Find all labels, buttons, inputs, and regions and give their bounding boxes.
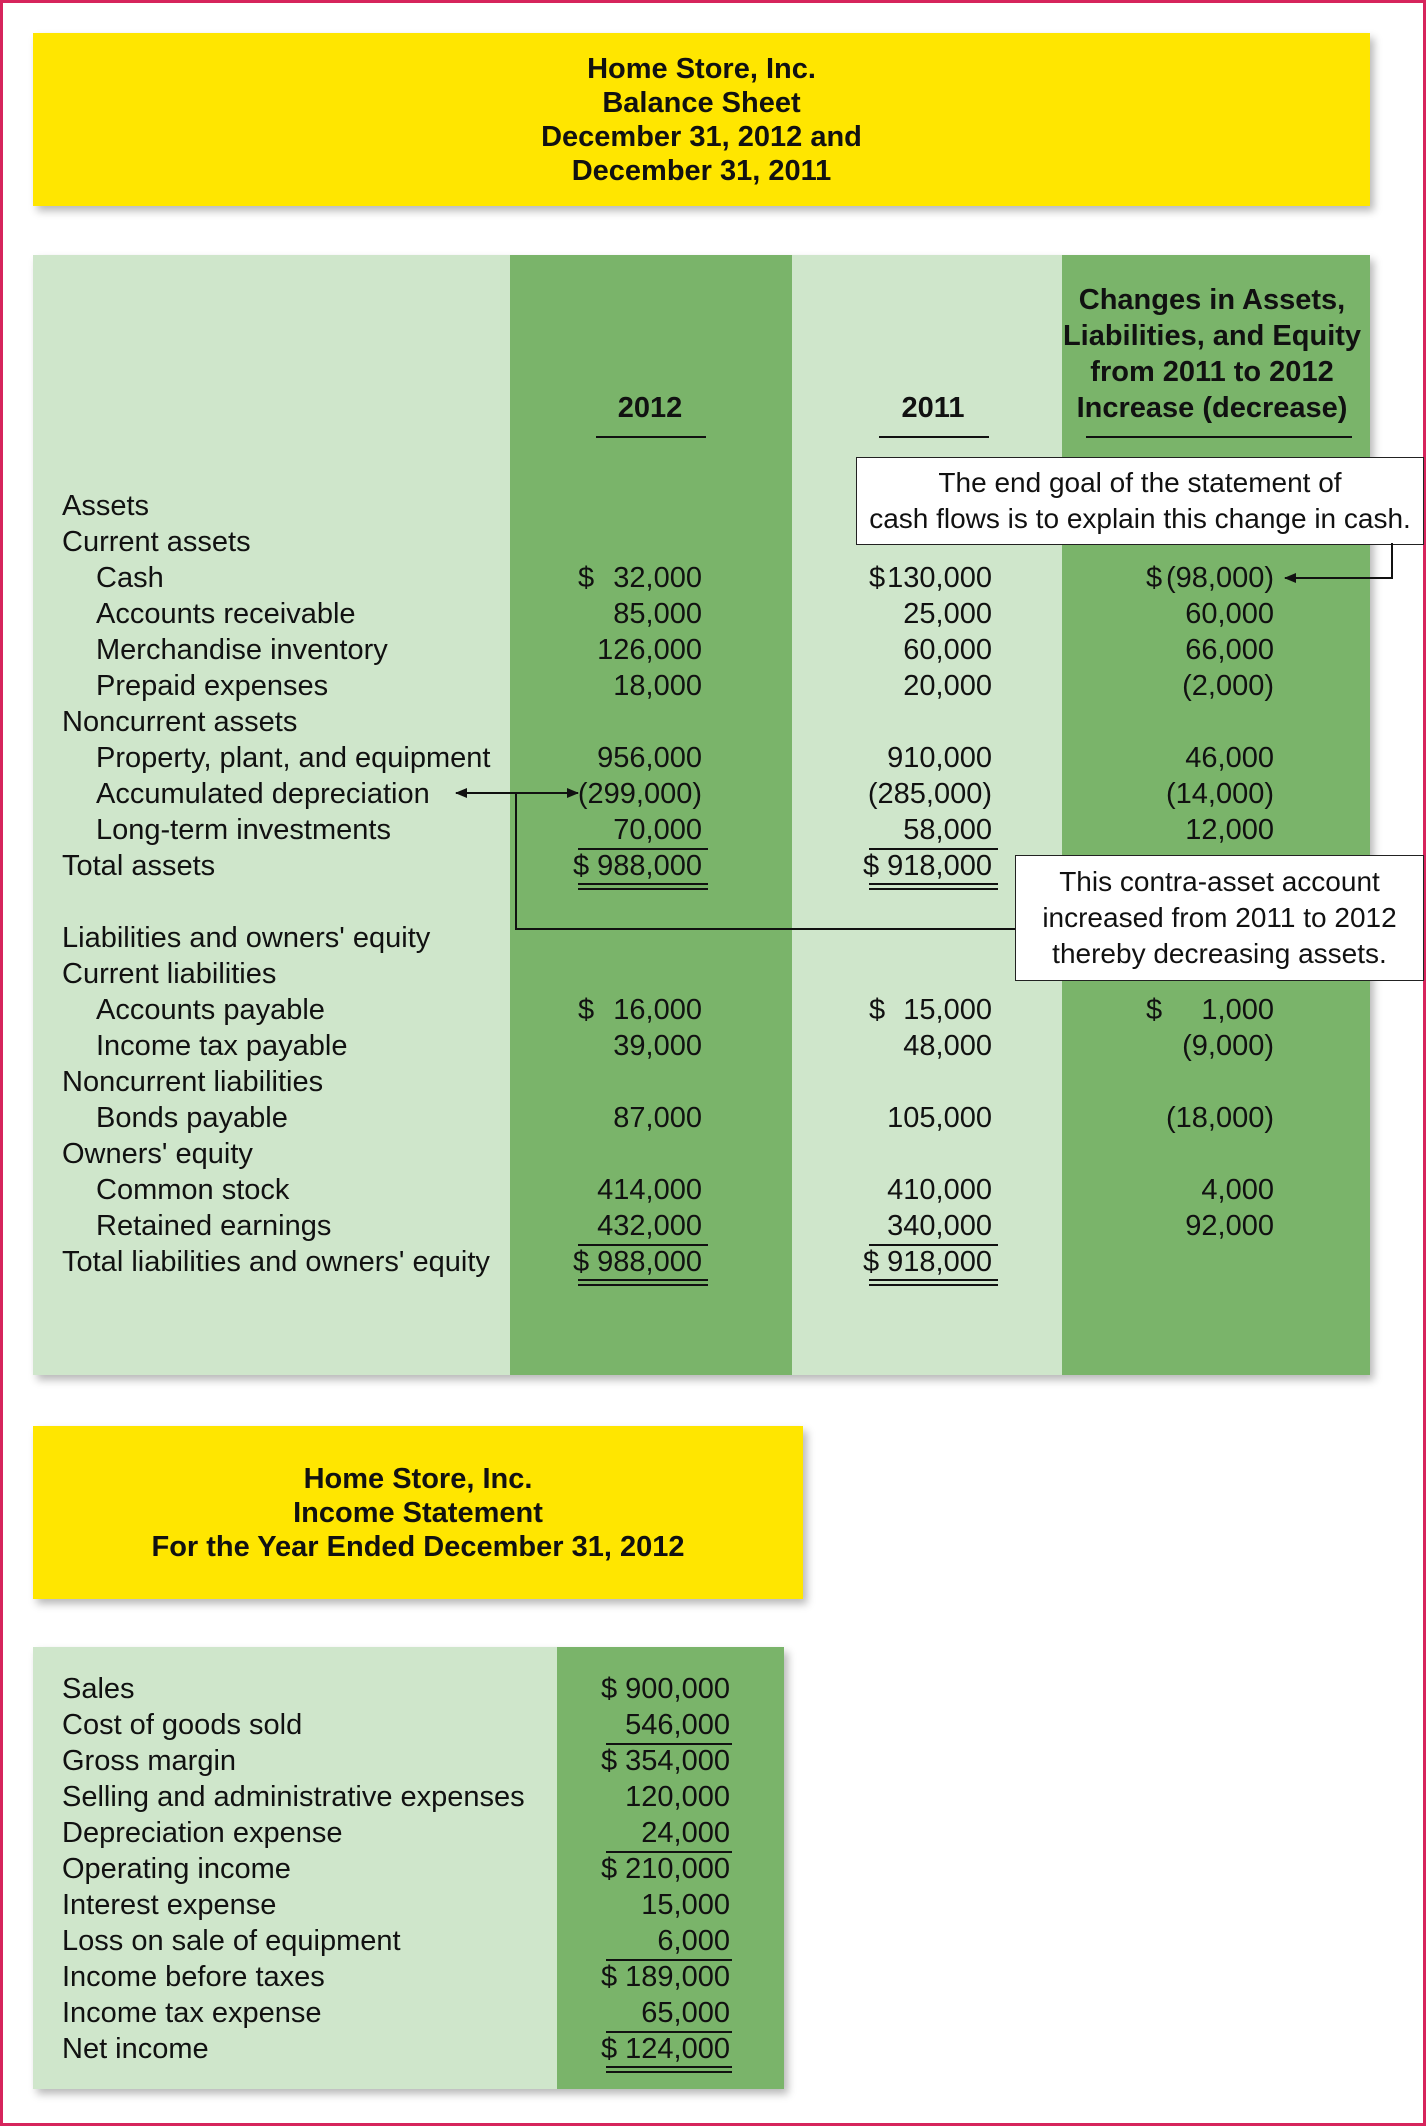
row-label: Long-term investments bbox=[96, 814, 391, 846]
value-2011: 410,000 bbox=[887, 1174, 992, 1206]
is-row-label: Loss on sale of equipment bbox=[62, 1925, 401, 1957]
row-label: Current liabilities bbox=[62, 958, 277, 990]
balance-sheet-company: Home Store, Inc. bbox=[587, 52, 816, 85]
value-change: 66,000 bbox=[1185, 634, 1274, 666]
is-row-value: 24,000 bbox=[641, 1817, 730, 1849]
value-2012: 70,000 bbox=[613, 814, 702, 846]
balance-sheet-title: Balance Sheet bbox=[602, 86, 801, 119]
is-row-value: $ 900,000 bbox=[600, 1673, 730, 1705]
value-2011: 25,000 bbox=[903, 598, 992, 630]
value-2011: 60,000 bbox=[903, 634, 992, 666]
is-row-label: Gross margin bbox=[62, 1745, 237, 1777]
value-2012: $ 988,000 bbox=[572, 850, 702, 882]
value-2012: 87,000 bbox=[613, 1102, 702, 1134]
is-row-label: Sales bbox=[62, 1673, 135, 1705]
value-change: (2,000) bbox=[1182, 670, 1274, 702]
is-row-label: Selling and administrative expenses bbox=[62, 1781, 525, 1813]
is-row-label: Income before taxes bbox=[62, 1961, 325, 1993]
value-change: (18,000) bbox=[1165, 1102, 1274, 1134]
value-2011: 15,000 bbox=[903, 994, 992, 1026]
is-row-value: 6,000 bbox=[657, 1925, 730, 1957]
value-2012: 85,000 bbox=[613, 598, 702, 630]
value-2012: 18,000 bbox=[613, 670, 702, 702]
row-label: Owners' equity bbox=[62, 1138, 253, 1170]
is-row-value: $ 189,000 bbox=[600, 1961, 730, 1993]
dollar-sign-change: $ bbox=[1146, 994, 1163, 1026]
value-change: 60,000 bbox=[1185, 598, 1274, 630]
value-2012: 39,000 bbox=[613, 1030, 702, 1062]
row-label: Income tax payable bbox=[96, 1030, 348, 1062]
row-label: Accounts receivable bbox=[96, 598, 356, 630]
row-label: Merchandise inventory bbox=[96, 634, 388, 666]
is-row-label: Cost of goods sold bbox=[62, 1709, 303, 1741]
value-change: (98,000) bbox=[1165, 562, 1274, 594]
row-label: Noncurrent assets bbox=[62, 706, 298, 738]
balance-sheet-date-1: December 31, 2012 and bbox=[541, 120, 862, 153]
cash-callout-arrow bbox=[1285, 543, 1392, 578]
column-header-2011: 2011 bbox=[901, 392, 965, 424]
balance-sheet-date-2: December 31, 2011 bbox=[571, 154, 832, 187]
income-statement-period: For the Year Ended December 31, 2012 bbox=[151, 1530, 685, 1563]
dollar-sign-change: $ bbox=[1146, 562, 1163, 594]
value-change: (14,000) bbox=[1165, 778, 1274, 810]
is-row-value: $ 210,000 bbox=[600, 1853, 730, 1885]
value-2011: $ 918,000 bbox=[862, 850, 992, 882]
is-row-value: 120,000 bbox=[625, 1781, 730, 1813]
row-label: Prepaid expenses bbox=[96, 670, 329, 702]
value-2011: 48,000 bbox=[903, 1030, 992, 1062]
value-2011: 340,000 bbox=[887, 1210, 992, 1242]
value-change: 12,000 bbox=[1185, 814, 1274, 846]
row-label: Accounts payable bbox=[96, 994, 325, 1026]
is-row-label: Operating income bbox=[62, 1853, 291, 1885]
row-label: Noncurrent liabilities bbox=[62, 1066, 324, 1098]
row-label: Current assets bbox=[62, 526, 251, 558]
row-label: Bonds payable bbox=[96, 1102, 288, 1134]
value-2011: 105,000 bbox=[887, 1102, 992, 1134]
cash-change-callout: The end goal of the statement of cash flows is to explain this change in cash. bbox=[856, 457, 1424, 545]
dollar-sign-2012: $ bbox=[578, 994, 595, 1026]
value-2011: 20,000 bbox=[903, 670, 992, 702]
value-change: 46,000 bbox=[1185, 742, 1274, 774]
column-header-2012: 2012 bbox=[617, 392, 683, 424]
dollar-sign-2011: $ bbox=[869, 562, 886, 594]
value-2011: (285,000) bbox=[867, 778, 992, 810]
value-change: (9,000) bbox=[1182, 1030, 1274, 1062]
value-change: 92,000 bbox=[1185, 1210, 1274, 1242]
is-row-value: 65,000 bbox=[641, 1997, 730, 2029]
row-label: Property, plant, and equipment bbox=[96, 742, 491, 774]
is-row-value: 546,000 bbox=[625, 1709, 730, 1741]
is-row-label: Net income bbox=[62, 2033, 209, 2065]
is-row-label: Interest expense bbox=[62, 1889, 277, 1921]
value-change: 1,000 bbox=[1201, 994, 1274, 1026]
value-2012: 432,000 bbox=[597, 1210, 702, 1242]
value-2012: 16,000 bbox=[613, 994, 702, 1026]
row-label: Total assets bbox=[62, 850, 216, 882]
row-label: Total liabilities and owners' equity bbox=[62, 1246, 490, 1278]
row-label: Liabilities and owners' equity bbox=[62, 922, 431, 954]
value-2012: 32,000 bbox=[613, 562, 702, 594]
value-2011: 910,000 bbox=[887, 742, 992, 774]
is-row-value: $ 124,000 bbox=[600, 2033, 730, 2065]
value-2011: 58,000 bbox=[903, 814, 992, 846]
value-2012: (299,000) bbox=[577, 778, 702, 810]
is-row-label: Depreciation expense bbox=[62, 1817, 343, 1849]
row-label: Assets bbox=[62, 490, 150, 522]
dollar-sign-2011: $ bbox=[869, 994, 886, 1026]
value-2012: 956,000 bbox=[597, 742, 702, 774]
row-label: Accumulated depreciation bbox=[96, 778, 430, 810]
row-label: Retained earnings bbox=[96, 1210, 332, 1242]
column-header-change: Changes in Assets, Liabilities, and Equity from 2011 to 2012 Increase (decrease) bbox=[1062, 284, 1362, 424]
income-statement-company: Home Store, Inc. bbox=[303, 1462, 533, 1495]
is-row-value: 15,000 bbox=[641, 1889, 730, 1921]
dollar-sign-2012: $ bbox=[578, 562, 595, 594]
value-2011: 130,000 bbox=[887, 562, 992, 594]
row-label: Common stock bbox=[96, 1174, 290, 1206]
contra-asset-callout: This contra-asset account increased from 2011 to 2012 thereby decreasing assets. bbox=[1015, 855, 1424, 981]
row-label: Cash bbox=[96, 562, 164, 594]
is-row-label: Income tax expense bbox=[62, 1997, 322, 2029]
income-statement-title: Income Statement bbox=[293, 1496, 543, 1529]
value-2012: $ 988,000 bbox=[572, 1246, 702, 1278]
value-change: 4,000 bbox=[1201, 1174, 1274, 1206]
value-2011: $ 918,000 bbox=[862, 1246, 992, 1278]
is-row-value: $ 354,000 bbox=[600, 1745, 730, 1777]
value-2012: 414,000 bbox=[597, 1174, 702, 1206]
contra-callout-connector bbox=[516, 793, 1015, 929]
value-2012: 126,000 bbox=[597, 634, 702, 666]
